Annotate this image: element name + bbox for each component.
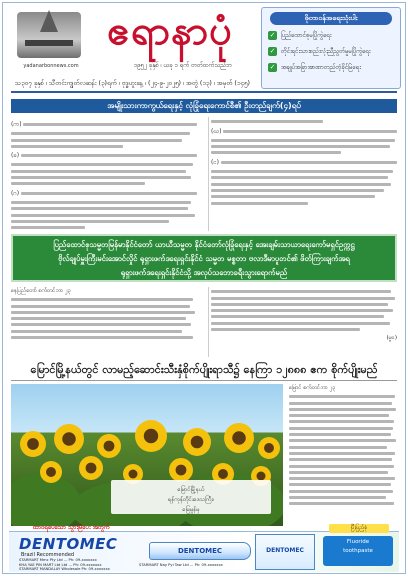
- check-icon: ✓: [269, 46, 276, 55]
- column-divider: [208, 287, 209, 357]
- masthead-rule: [11, 91, 397, 93]
- column-divider: [208, 117, 209, 231]
- ad-badge-top: ပြီးပြည့်စုံ: [329, 524, 389, 533]
- article2-end-mark: (မ္မဝ): [386, 335, 397, 342]
- article1-right-column: (ဃ) (င): [211, 117, 397, 231]
- objectives-header: ဖိုတာဝန်အရေးသုံးပါး: [270, 12, 392, 25]
- sunflower-icon: [258, 437, 280, 459]
- article3-headline: မြောင်မြို့နယ်တွင် လာမည့်ဆောင်းသီးနှံစိုက်ပျိုးရာသီ၌ နေကြာ ၁၂၈၈၈ ဧက စိုက်ပျိုးမည်: [30, 363, 378, 376]
- article1-headline: အမျိုးသားကာကွယ်ရေးနှင့် လုံခြုံရေးကောင်စီ၏ ဦးတည်ချက်(၄)ရပ်: [11, 99, 397, 113]
- sunflower-icon: [224, 423, 254, 453]
- article2-right-column: [211, 287, 397, 357]
- check-icon: ✓: [269, 62, 276, 71]
- photo-caption: မြောင်မြို့နယ် ရန်ကုန်တိုင်းဒေသကြီး၊ မြေမှုန်မှ: [111, 480, 271, 514]
- ad-brand: DENTOMEC: [19, 535, 118, 553]
- article2-left-column: [11, 287, 197, 357]
- sunflower-field-photo: [11, 384, 283, 526]
- objectives-box: [261, 7, 401, 89]
- masthead: [3, 3, 405, 97]
- sunflower-icon: [20, 431, 46, 457]
- check-icon: ✓: [269, 30, 276, 39]
- sunflower-icon: [97, 434, 121, 458]
- site-url: yadanarbonnews.com: [23, 63, 79, 69]
- newspaper-page: [2, 2, 406, 574]
- feature-headline-box: [11, 234, 397, 282]
- feature-line-2: ဗိုလ်ချုပ်မှူးကြီးမင်းအောင်လှိုင် ရုရှားဖက်ဒရေးရှင်းနိုင်ငံ သမ္မတ မစ္စတာ ဗလာဒီမာပူတင်၏ ဖိတ်ကြားချက်အရ: [58, 254, 350, 263]
- palace-emblem-icon: [17, 12, 81, 58]
- ad-distributor: KHA YAE PIN MART Ltd Ltd ... Ph: 09-xxxxxxx: [19, 562, 102, 567]
- objective-item: ✓ အချုပ်အခြာအာဏာတည်တံ့ခိုင်မြဲရေး: [269, 62, 361, 71]
- sunflower-icon: [183, 428, 211, 456]
- article2-body: [11, 287, 397, 357]
- article3-rule: [11, 380, 397, 381]
- date-line: သ၃၀၇ ခုနှစ် ၊ သီတင်းကျွတ်လဆန်း (၃)ရက် ၊ ဗုဒ္ဓဟူးနေ့ ၊ (၂၄-၉-၂၀၂၅) ၊ အတွဲ (၁၃) ၊ အမှတ် (၁၄၅): [15, 80, 250, 87]
- objective-item: ✓ တိုင်းရင်းသားစည်းလုံးညီညွတ်မှုမပြိုကွဲရေး: [269, 46, 371, 55]
- article3-text-column: [289, 384, 397, 526]
- sunflower-icon: [79, 456, 103, 480]
- ad-distributor: STARMART MANDALAY Wholesale Ph: 09-xxxxxxx: [19, 567, 110, 571]
- article1-body: [11, 117, 397, 231]
- ad-distributor: STARMART Mmc Pty Ltd ... Ph: 09-xxxxxxx: [19, 558, 97, 562]
- toothpaste-box-image: DENTOMEC: [255, 534, 315, 570]
- feature-line-1: ပြည်ထောင်စုသမ္မတမြန်မာနိုင်ငံတော် ယာယီသမ္မတ နိုင်ငံတော်လုံခြုံရေးနှင့် အေးချမ်းသာယာရေးကော်မရှင်ဥက္ကဋ္ဌ: [53, 240, 355, 249]
- sunflower-icon: [54, 424, 84, 454]
- ad-tagline: Brazil Recommended: [21, 552, 75, 558]
- sunflower-icon: [169, 458, 193, 482]
- feature-line-3: ရုရှားဖက်ဒရေးရှင်းနိုင်ငံသို့ အလုပ်သဘောခရီးသွားရောက်မည်: [120, 268, 288, 277]
- toothpaste-tube-image: DENTOMEC: [149, 542, 251, 560]
- issue-line: ၁၉၅၂ ခုနှစ် ၊ ယခု ၁ ရက် တတ်ထက်သည်ဘ: [134, 62, 232, 69]
- article1-left-column: (က) (ခ) (ဂ): [11, 117, 197, 231]
- ad-distributor: STARMART Nay Pyi Taw Ltd ... Ph: 09-xxxxxxx: [139, 562, 223, 567]
- newspaper-logo: [11, 9, 87, 75]
- newspaper-title: ဧရာနာပုံ: [107, 7, 233, 54]
- sunflower-icon: [135, 420, 167, 452]
- article2-byline: နေပြည်တော် စက်တင်ဘာ ၂၃: [11, 288, 71, 294]
- fluoride-badge: Fluoride toothpaste: [323, 536, 393, 566]
- article3-byline: မြောင် စက်တင်ဘာ ၂၃: [289, 385, 336, 391]
- sunflower-icon: [40, 461, 62, 483]
- objective-item: ✓ ပြည်ထောင်စုမပြိုကွဲရေး: [269, 30, 332, 39]
- dentomec-advertisement: [9, 531, 399, 572]
- ad-top-note: ထာဝရပေသော သွားမြဲပေး အတွက်: [33, 524, 110, 531]
